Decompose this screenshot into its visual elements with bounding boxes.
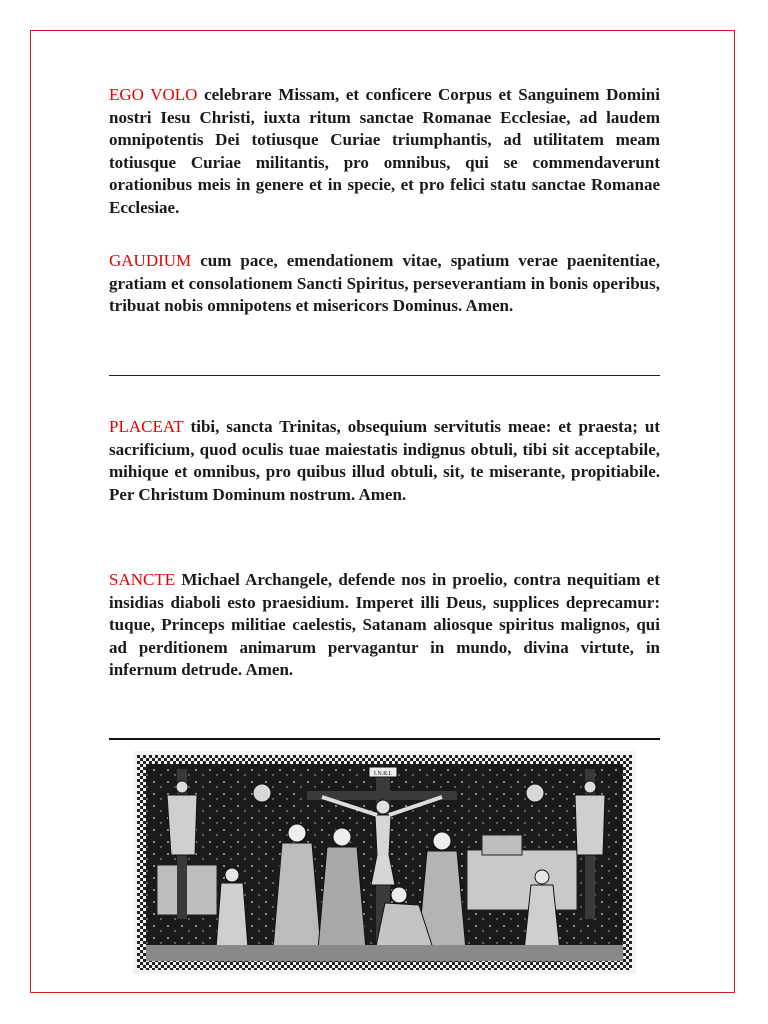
inri-inscription: I.N.R.I. — [373, 771, 393, 777]
lead-word: EGO VOLO — [109, 85, 198, 104]
prayer-ego-volo — [109, 84, 660, 219]
prayer-text: celebrare Missam, et conficere Corpus et Sanguinem Domini nostri Iesu Christi, iuxta ritum sanctae Romanae Ecclesiae, ad laudem omnipotentis Dei totiusque Curiae triumphantis, ad utilitatem meam totiusque Curiae militantis, pro omnibus, qui se commendaverunt orationibus meis in genere et in specie, et pro felici statu sanctae Romanae Ecclesiae. — [109, 85, 660, 217]
crucifixion-engraving — [133, 751, 636, 974]
lead-word: PLACEAT — [109, 417, 184, 436]
prayer-sancte-michael — [109, 569, 660, 682]
prayer-text: cum pace, emendationem vitae, spatium verae paenitentiae, gratiam et consolationem Sancti Spiritus, perseverantiam in bonis operibus, tribuat nobis omnipotens et misericors Dominus. Amen. — [109, 251, 660, 315]
prayer-text: Michael Archangele, defende nos in proelio, contra nequitiam et insidias diaboli esto praesidium. Imperet illi Deus, supplices deprecamur: tuque, Princeps militiae caelestis, Satanam aliosque spiritus malignos, qui ad perditionem animarum pervagantur in mundo, divina virtute, in infernum detrude. Amen. — [109, 570, 660, 679]
prayer-text: tibi, sancta Trinitas, obsequium servitutis meae: et praesta; ut sacrificium, quod oculis tuae maiestatis indignus obtuli, tibi sit acceptabile, mihique et omnibus, pro quibus illud obtuli, sit, te miserante, propitiabile. Per Christum Dominum nostrum. Amen. — [109, 417, 660, 504]
lead-word: SANCTE — [109, 570, 176, 589]
lead-word: GAUDIUM — [109, 251, 192, 270]
prayer-placeat — [109, 416, 660, 506]
crucifixion-illustration — [137, 755, 632, 970]
prayer-gaudium — [109, 250, 660, 318]
divider — [109, 375, 660, 376]
divider — [109, 738, 660, 740]
